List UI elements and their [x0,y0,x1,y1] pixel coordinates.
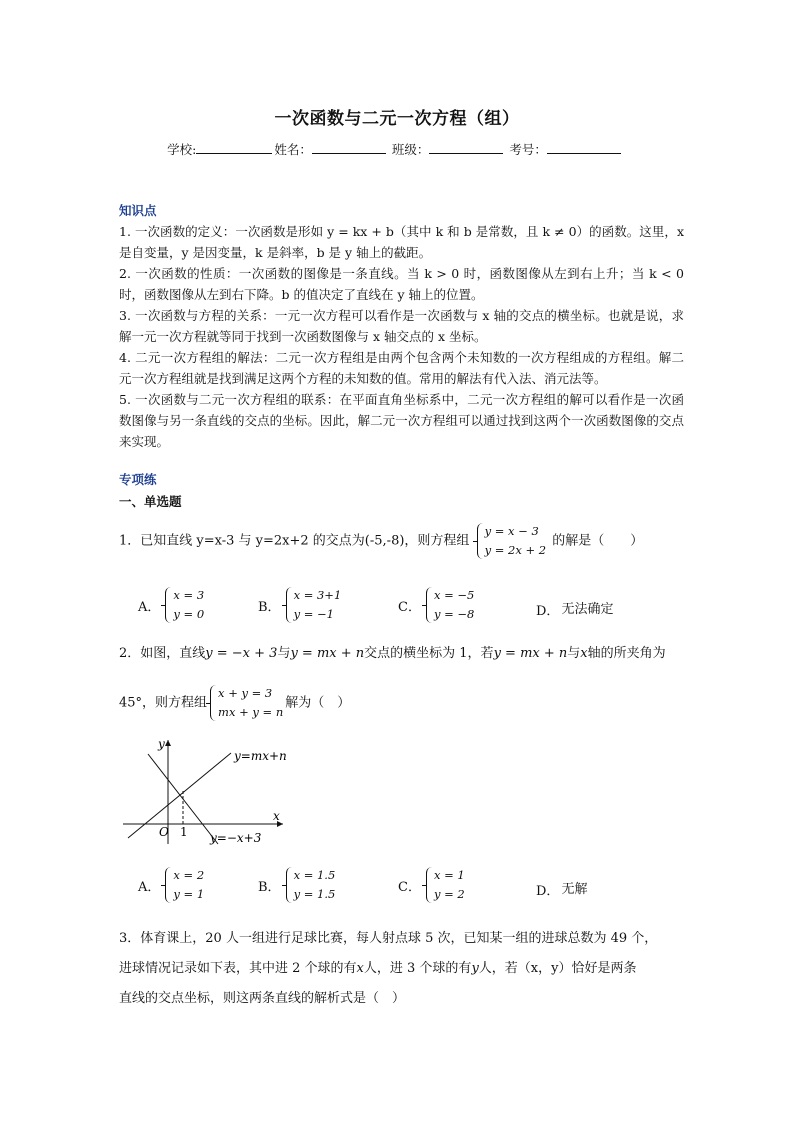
origin-label: O [159,825,169,839]
option-system [164,866,204,904]
option-line2: y = −8 [433,607,475,621]
q3-text: 人，进 3 个球的有 [363,961,472,976]
q2-equation: y = mx + n [493,646,568,661]
q1-sys-line2: y = 2x + 2 [484,543,547,557]
option-letter: C． [398,879,421,895]
knowledge-item: 5. 一次函数与二元一次方程组的联系：在平面直角坐标系中，二元一次方程组的解可以看作是一次函数图像与另一条直线的交点的坐标。因此，解二元一次方程组可以通过找到这两个一次函数图像的交点来实现。 [119,392,684,449]
exam-no-label: 考号： [509,142,547,157]
option-letter: D． [536,884,560,899]
line-positive-label: y=mx+n [234,749,287,763]
q2-text: 与 [277,646,291,661]
option-line1: x = −5 [433,588,475,602]
option-text: 无法确定 [561,602,614,617]
q2-text: 轴的所夹角为 [587,646,666,661]
q2-graph [118,736,298,848]
option-line1: x = 3+1 [293,588,342,602]
q2-sys-line1: x + y = 3 [218,686,273,700]
option-system [425,586,474,624]
q3-text: 人，若（x，y）恰好是两条 [478,961,637,976]
option-system [285,866,336,904]
name-label: 姓名： [274,142,312,157]
question-2-line2 [119,684,689,722]
knowledge-item: 3. 一次函数与方程的关系：一元一次方程可以看作是一次函数与 x 轴的交点的横坐标。也就是说，求解一元一次方程就等同于找到一次函数图像与 x 轴交点的 x 坐标。 [119,308,684,344]
q2-option-d[interactable] [536,878,587,899]
q1-text-after: 的解是（ ） [552,533,644,549]
option-text: 无解 [561,882,588,897]
option-line1: x = 1.5 [293,868,336,882]
knowledge-item: 4. 二元一次方程组的解法：二元一次方程组是由两个包含两个未知数的一次方程组成的方程组。解二元一次方程组就是找到满足这两个方程的未知数的值。常用的解法有代入法、消元法等。 [119,350,684,386]
option-system [425,866,465,904]
question-3 [119,924,689,1014]
q2-text: 2．如图，直线 [119,646,206,661]
option-line1: x = 1 [433,868,465,882]
tick-label: 1 [180,825,188,839]
exam-no-blank[interactable] [547,141,621,154]
x-axis-label: x [273,809,280,823]
knowledge-heading: 知识点 [119,203,157,218]
option-line2: y = 0 [173,607,205,621]
option-system [164,586,204,624]
q2-equation: y = mx + n [290,646,365,661]
q2-text: 45°，则方程组 [119,695,208,711]
q1-sys-line1: y = x − 3 [484,524,539,538]
q2-option-a[interactable] [138,866,206,904]
student-info-line [0,140,794,158]
option-line1: x = 2 [173,868,205,882]
q2-option-c[interactable] [398,866,467,904]
q2-equation-system [209,684,283,722]
section1-heading: 一、单选题 [119,494,182,509]
option-letter: B． [258,879,281,895]
option-line1: x = 3 [173,588,205,602]
q1-text-before: 1．已知直线 y=x-3 与 y=2x+2 的交点为(-5,-8)，则方程组 [119,533,470,549]
q1-option-b[interactable] [258,586,343,624]
class-label: 班级： [391,142,430,157]
q3-line3: 直线的交点坐标，则这两条直线的解析式是（ ） [119,991,406,1006]
q1-option-d[interactable] [536,598,613,619]
q3-variable: x [356,961,364,976]
option-letter: D． [536,604,560,619]
q3-line1: 3．体育课上，20 人一组进行足球比赛，每人射点球 5 次，已知某一组的进球总数为 49 个， [119,931,658,946]
school-blank[interactable] [196,141,272,154]
option-letter: B． [258,599,281,615]
knowledge-item: 1. 一次函数的定义：一次函数是形如 y = kx + b（其中 k 和 b 是常数，且 k ≠ 0）的函数。这里，x 是自变量，y 是因变量，k 是斜率，b 是 y 轴上的截距。 [119,224,684,260]
question-1 [119,522,689,560]
option-line2: y = 2 [433,887,465,901]
y-axis-label: y [158,737,165,751]
page-title: 一次函数与二元一次方程（组） [274,109,520,129]
name-blank[interactable] [312,141,386,154]
q3-text: 进球情况记录如下表，其中进 2 个球的有 [119,961,357,976]
option-line2: y = −1 [293,607,334,621]
q3-variable: y [471,961,479,976]
option-letter: A． [138,599,161,615]
q2-text: 与 [567,646,581,661]
option-line2: y = 1.5 [293,887,336,901]
option-system [285,586,342,624]
option-line2: y = 1 [173,887,205,901]
knowledge-section [119,200,684,452]
q2-variable: x [580,646,588,661]
line-negative-label: y=−x+3 [210,831,262,845]
option-letter: A． [138,879,161,895]
q1-option-c[interactable] [398,586,476,624]
q3-line2 [119,954,689,984]
q1-option-a[interactable] [138,586,206,624]
q2-option-b[interactable] [258,866,337,904]
q2-equation: y = −x + 3 [205,646,278,661]
q1-equation-system [476,522,547,560]
q2-text: 交点的横坐标为 1，若 [364,646,494,661]
y-axis-arrow [165,740,171,746]
q2-sys-line2: mx + y = n [218,705,284,719]
practice-heading: 专项练 [119,472,157,487]
knowledge-item: 2. 一次函数的性质：一次函数的图像是一条直线。当 k > 0 时，函数图像从左到右上升；当 k < 0 时，函数图像从左到右下降。b 的值决定了直线在 y 轴上的位置。 [119,266,684,302]
question-2-line1 [119,644,689,664]
class-blank[interactable] [429,141,503,154]
option-letter: C． [398,599,421,615]
school-label: 学校: [167,142,197,157]
q2-text: 解为（ ） [285,695,351,711]
